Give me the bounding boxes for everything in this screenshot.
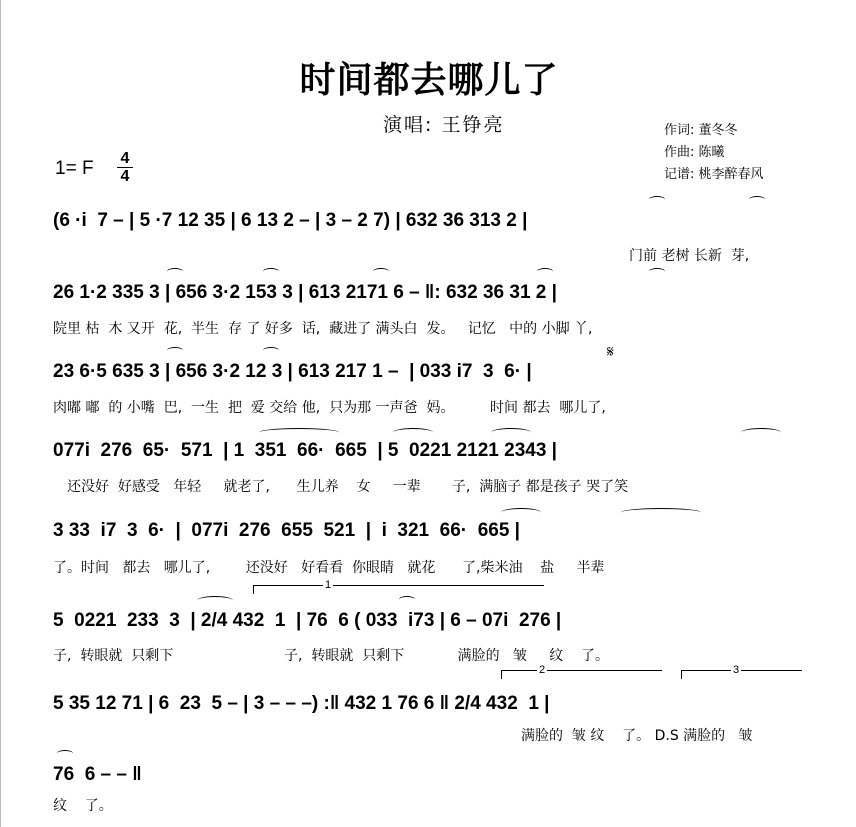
volta-label-3: 3 — [733, 664, 740, 676]
slur — [167, 268, 183, 275]
slur — [373, 268, 389, 275]
lyric-line-7: 满脸的 皱 纹 了。 D.S 满脸的 皱 — [521, 728, 753, 744]
notation-line-4: 077i 276 65· 571 | 1 351 66· 665 | 5 0221 2121 2343 | — [53, 440, 558, 461]
key-signature: 1= F — [55, 158, 94, 179]
notation-line-5: 3 33 i7 3 6· | 077i 276 655 521 | i 321 66· 665 | — [53, 520, 520, 541]
slur — [537, 268, 553, 275]
slur — [263, 347, 279, 354]
slur — [649, 196, 665, 203]
tie — [621, 508, 701, 517]
slur — [167, 347, 183, 354]
slur — [57, 750, 73, 757]
notation-line-2: 26 1·2 335 3 | 656 3·2 153 3 | 613 2171 6 – ‖: 632 36 31 2 | — [53, 282, 557, 303]
lyric-line-1: 门前 老树 长新 芽, — [629, 248, 750, 264]
credits-block — [664, 120, 764, 186]
lyric-line-6a: 子, 转眼就 只剩下 — [53, 648, 174, 664]
lyricist-credit: 作词: 董冬冬 — [664, 123, 738, 138]
lyric-line-8: 纹 了。 — [53, 798, 113, 814]
composer-credit: 作曲: 陈曦 — [664, 145, 725, 160]
time-signature — [117, 150, 133, 185]
transcriber-credit: 记谱: 桃李醉春风 — [664, 167, 764, 182]
tie — [393, 428, 433, 437]
lyric-line-6: 子, 转眼就 只剩下 满脸的 皱 纹 了。 — [284, 648, 610, 664]
lyric-line-4: 还没好 好感受 年轻 就老了, 生儿养 女 一辈 子, 满脑子 都是孩子 哭了笑 — [67, 479, 629, 495]
notation-line-7: 5 35 12 71 | 6 23 5 – | 3 – – –) :‖ 432 1 76 6 ‖ 2/4 432 1 | — [53, 693, 550, 714]
volta-bracket-3 — [681, 670, 802, 679]
notation-line-6: 5 0221 233 3 | 2/4 432 1 | 76 6 ( 033 i73 | 6 – 07i 276 | — [53, 610, 562, 631]
volta-bracket-1 — [253, 585, 544, 594]
notation-line-1: (6 ·i 7 – | 5 ·7 12 35 | 6 13 2 – | 3 – 2 7) | 632 36 313 2 | — [53, 210, 528, 231]
tie — [741, 428, 781, 437]
volta-label-1: 1 — [325, 579, 332, 591]
lyric-line-2: 院里 枯 木 又开 花, 半生 存 了 好多 话, 藏进了 满头白 发。 记忆 中的 小脚 丫, — [53, 321, 593, 337]
slur — [263, 268, 279, 275]
song-title: 时间都去哪儿了 — [299, 59, 559, 101]
slur — [649, 268, 665, 275]
slur — [749, 196, 765, 203]
time-signature-top: 4 — [117, 150, 133, 168]
lyric-line-3: 肉嘟 嘟 的 小嘴 巴, 一生 把 爱 交给 他, 只为那 一声爸 妈。 时间 都去 哪儿了, — [53, 400, 606, 416]
tie — [491, 428, 531, 437]
notation-line-3: 23 6·5 635 3 | 656 3·2 12 3 | 613 217 1 – | 033 i7 3 6· | — [53, 361, 532, 382]
tie — [259, 428, 339, 437]
segno-sign: 𝄋 — [607, 342, 614, 361]
tie — [197, 596, 233, 605]
lyric-line-5: 了。时间 都去 哪儿了, 还没好 好看看 你眼睛 就花 了,柴米油 盐 半辈 — [53, 560, 605, 576]
singer-credit: 演唱: 王铮亮 — [383, 114, 505, 136]
notation-line-8: 76 6 – – ‖ — [53, 764, 142, 785]
tie — [501, 508, 541, 517]
volta-label-2: 2 — [539, 664, 546, 676]
volta-bracket-2 — [501, 670, 662, 679]
slur — [399, 596, 415, 603]
time-signature-bottom: 4 — [120, 168, 130, 185]
